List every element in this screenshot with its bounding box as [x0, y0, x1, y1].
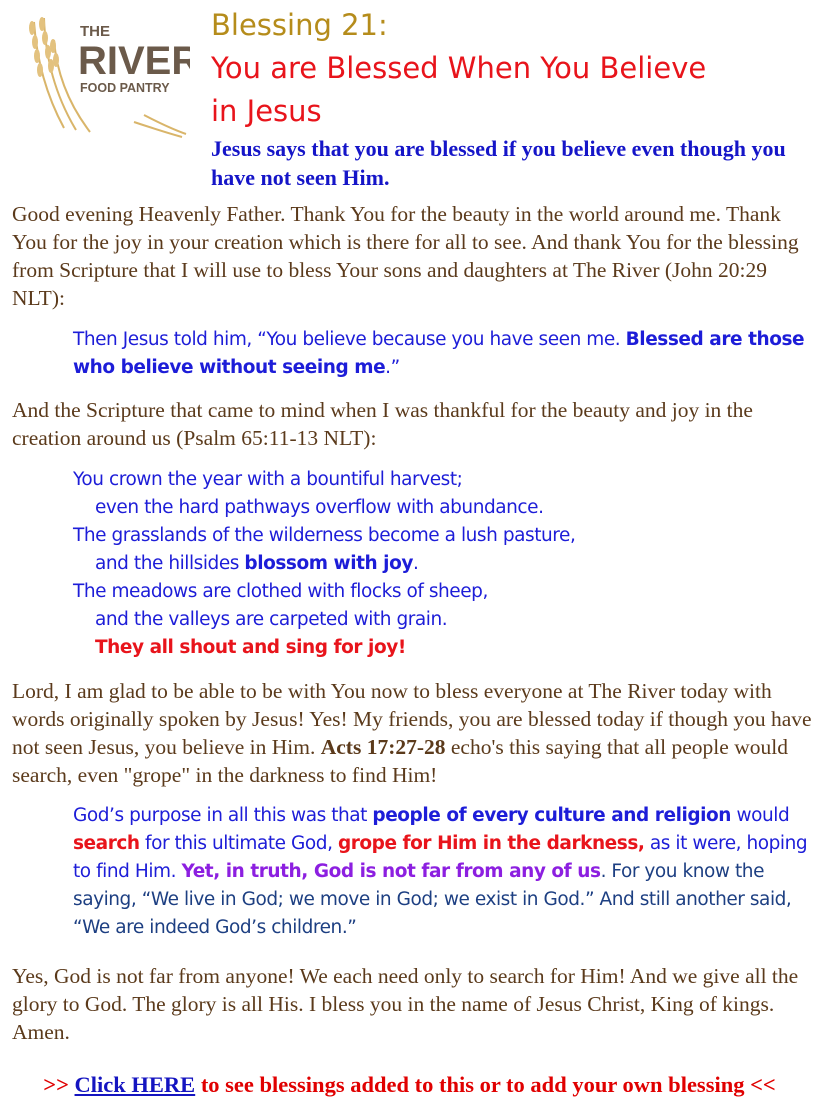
logo-river-text: RIVER: [78, 39, 190, 83]
paragraph-text: Lord, I am glad to be able to be with You now to bless everyone at The River today with words originally spoken by Jesus! Yes! My friends, you are blessed today if though you have not seen Jesus, you believe in Him.: [12, 679, 812, 759]
poem-line: even the hard pathways overflow with abundance.: [95, 497, 544, 518]
poem-emphasis: blossom with joy: [244, 553, 413, 574]
scripture-quote-john: [73, 326, 813, 382]
click-here-link[interactable]: Click HERE: [74, 1072, 196, 1097]
poem-line: [73, 550, 813, 578]
logo-the-text: THE: [80, 23, 110, 40]
quote-text: God’s purpose in all this was that: [73, 805, 373, 826]
logo-food-pantry-text: FOOD PANTRY: [80, 81, 170, 95]
quote-text: . For you know the saying, “We live in God; we move in God; we exist in God.” And still another said, “We are indeed God’s children.”: [73, 861, 792, 938]
quote-emphasis-red: search: [73, 833, 140, 854]
quote-emphasis: people of every culture and religion: [372, 805, 732, 826]
header: [211, 4, 816, 192]
quote-emphasis-red: grope for Him in the darkness,: [337, 833, 645, 854]
wheat-logo-graphic: [24, 10, 190, 138]
call-to-action: [0, 1072, 819, 1098]
quote-end: .”: [385, 357, 400, 378]
second-paragraph: And the Scripture that came to mind when I was thankful for the beauty and joy in the creation around us (Psalm 65:11-13 NLT):: [12, 398, 753, 450]
subtitle: Jesus says that you are blessed if you believe even though you have not seen Him.: [211, 136, 786, 190]
poem-line-emphasis: They all shout and sing for joy!: [95, 637, 406, 658]
poem-text: and the hillsides: [95, 553, 245, 574]
page-title-line2: in Jesus: [211, 94, 322, 128]
cta-suffix: to see blessings added to this or to add your own blessing <<: [195, 1072, 776, 1097]
quote-text: as it were, hoping to find Him.: [73, 833, 808, 882]
quote-text: would: [731, 805, 790, 826]
quote-text: for this ultimate God,: [139, 833, 338, 854]
third-paragraph: [12, 677, 812, 789]
scripture-reference: Acts 17:27-28: [320, 735, 446, 759]
quote-emphasis-purple: Yet, in truth, God is not far from any of us: [181, 861, 601, 882]
page-title-line1: You are Blessed When You Believe: [211, 51, 707, 85]
opening-paragraph: Good evening Heavenly Father. Thank You for the beauty in the world around me. Thank You for the joy in your creation which is there for all to see. And thank You for the blessing from Scripture that I will use to bless Your sons and daughters at The River (John 20:29 NLT):: [12, 202, 799, 310]
paragraph-text: echo's this saying that all people would search, even "grope" in the darkness to find Him!: [12, 735, 788, 787]
poem-line: The grasslands of the wilderness become a lush pasture,: [73, 525, 576, 546]
quote-text: Then Jesus told him, “You believe because you have seen me.: [73, 329, 626, 350]
quote-emphasis: Blessed are those who believe without seeing me: [73, 329, 805, 378]
poem-text: .: [412, 553, 419, 574]
blessing-number: Blessing 21:: [211, 8, 388, 42]
poem-line: You crown the year with a bountiful harvest;: [73, 469, 463, 490]
cta-prefix: >>: [43, 1072, 75, 1097]
closing-paragraph: Yes, God is not far from anyone! We each need only to search for Him! And we give all the glory to God. The glory is all His. I bless you in the name of Jesus Christ, King of kings. Amen.: [12, 964, 799, 1044]
poem-line: The meadows are clothed with flocks of sheep,: [73, 581, 488, 602]
scripture-quote-acts: [73, 802, 813, 942]
poem-line: and the valleys are carpeted with grain.: [95, 609, 448, 630]
scripture-quote-psalm: [73, 466, 813, 662]
river-food-pantry-logo: [24, 10, 190, 138]
